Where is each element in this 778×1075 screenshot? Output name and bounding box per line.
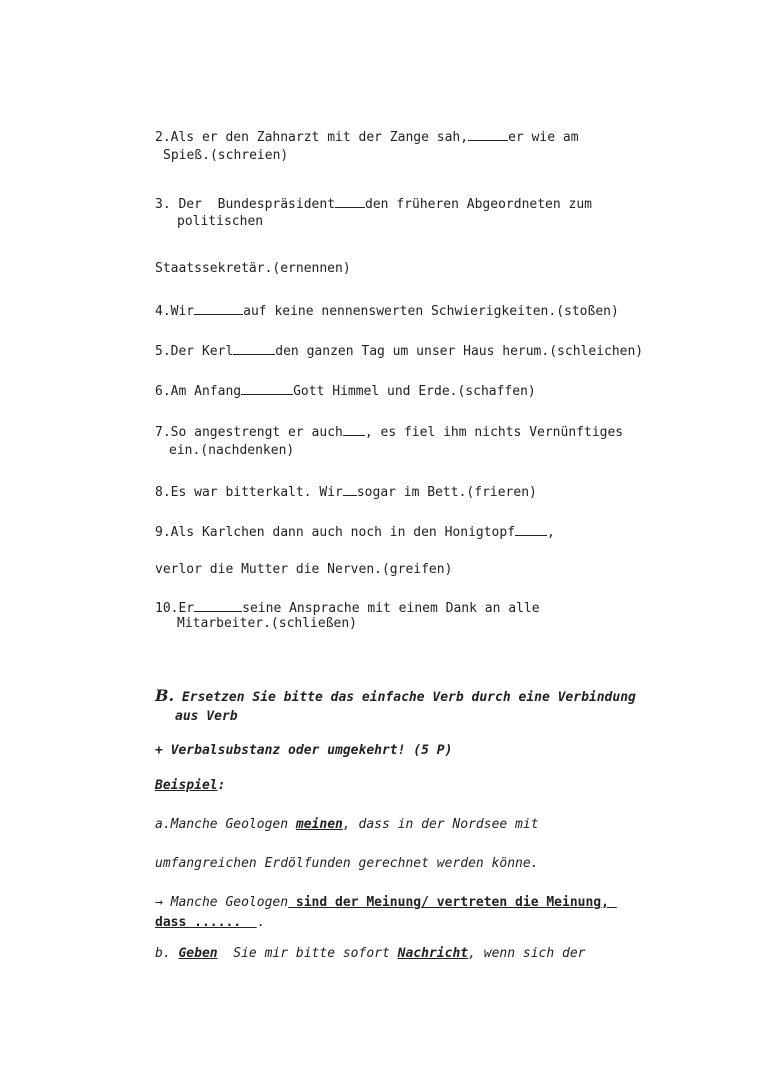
item-7-line-2: ein.(nachdenken) bbox=[169, 443, 295, 458]
example-b-verb: Geben bbox=[178, 946, 218, 961]
instruction-line-3: + Verbalsubstanz oder umgekehrt! (5 P) bbox=[155, 743, 453, 758]
item-9-line-1 bbox=[155, 522, 555, 541]
answer-blank[interactable] bbox=[343, 482, 357, 496]
item-number: 9. bbox=[155, 525, 171, 540]
item-text: Am Anfang bbox=[170, 384, 242, 399]
item-number: 4. bbox=[155, 304, 171, 319]
item-text: Der Bundespräsident bbox=[178, 197, 336, 212]
example-colon: : bbox=[217, 778, 226, 793]
answer-blank[interactable] bbox=[343, 422, 365, 436]
example-a-line-1 bbox=[155, 816, 539, 833]
example-a-line-2: umfangreichen Erdölfunden gerechnet werden könne. bbox=[155, 856, 539, 871]
item-8-line bbox=[155, 482, 537, 501]
answer-phrase: sind der Meinung/ vertreten die Meinung, bbox=[288, 895, 617, 910]
answer-blank[interactable] bbox=[194, 598, 242, 612]
item-text: sogar im Bett.(frieren) bbox=[356, 485, 537, 500]
example-answer-line-2 bbox=[155, 914, 265, 931]
item-text: Als Karlchen dann auch noch in den Honigtopf bbox=[170, 525, 516, 540]
example-b-text: Sie mir bitte sofort bbox=[233, 946, 390, 961]
item-3-line-2: politischen bbox=[177, 214, 264, 229]
section-letter: B. bbox=[155, 686, 175, 705]
answer-blank[interactable] bbox=[194, 301, 243, 315]
item-7-line-1 bbox=[155, 422, 623, 441]
example-b-label: b. bbox=[155, 946, 171, 961]
item-number: 10. bbox=[155, 601, 179, 616]
example-b-line-1 bbox=[155, 945, 586, 962]
item-text: seine Ansprache mit einem Dank an alle bbox=[242, 601, 540, 616]
example-a-text: Manche Geologen bbox=[170, 817, 289, 832]
item-text: So angestrengt er auch bbox=[170, 425, 343, 440]
answer-end: . bbox=[256, 915, 265, 930]
item-text: auf keine nennenswerten Schwierigkeiten.(stoßen) bbox=[243, 304, 619, 319]
item-text: Der Kerl bbox=[170, 344, 234, 359]
exercise-b-heading bbox=[155, 687, 636, 706]
instruction-line-2: aus Verb bbox=[175, 709, 238, 724]
example-a-verb: meinen bbox=[295, 817, 343, 832]
item-number: 2. bbox=[155, 130, 171, 145]
item-10-line-2: Mitarbeiter.(schließen) bbox=[177, 616, 358, 631]
example-a-label: a. bbox=[155, 817, 171, 832]
answer-blank[interactable] bbox=[515, 522, 547, 536]
arrow-icon: → bbox=[155, 895, 163, 910]
item-3-line-3: Staatssekretär.(ernennen) bbox=[155, 261, 351, 276]
item-text: , bbox=[547, 525, 555, 540]
item-number: 6. bbox=[155, 384, 171, 399]
item-3-line-1 bbox=[155, 194, 592, 213]
item-number: 7. bbox=[155, 425, 171, 440]
instruction-text: Ersetzen Sie bitte das einfache Verb durch eine Verbindung bbox=[181, 690, 636, 705]
item-6-line bbox=[155, 381, 536, 400]
item-text: Als er den Zahnarzt mit der Zange sah, bbox=[170, 130, 469, 145]
answer-text: Manche Geologen bbox=[170, 895, 289, 910]
item-number: 8. bbox=[155, 485, 171, 500]
item-text: Wir bbox=[170, 304, 195, 319]
item-text: er wie am bbox=[508, 130, 579, 145]
item-9-line-2: verlor die Mutter die Nerven.(greifen) bbox=[155, 562, 453, 577]
answer-blank[interactable] bbox=[468, 127, 508, 141]
item-text: Es war bitterkalt. Wir bbox=[170, 485, 343, 500]
example-b-text: , wenn sich der bbox=[468, 946, 586, 961]
example-heading bbox=[155, 777, 225, 794]
item-text: , es fiel ihm nichts Vernünftiges bbox=[364, 425, 624, 440]
item-number: 5. bbox=[155, 344, 171, 359]
item-4-line bbox=[155, 301, 619, 320]
item-number: 3. bbox=[155, 197, 171, 212]
item-text: den ganzen Tag um unser Haus herum.(schleichen) bbox=[275, 344, 644, 359]
answer-blank[interactable] bbox=[335, 194, 365, 208]
example-answer-line-1 bbox=[155, 894, 617, 911]
item-2-line-2: Spieß.(schreien) bbox=[163, 148, 289, 163]
example-b-noun: Nachricht bbox=[397, 946, 469, 961]
item-text: den früheren Abgeordneten zum bbox=[365, 197, 593, 212]
item-text: Er bbox=[178, 601, 195, 616]
item-text: Gott Himmel und Erde.(schaffen) bbox=[293, 384, 536, 399]
example-a-text: , dass in der Nordsee mit bbox=[342, 817, 539, 832]
item-5-line bbox=[155, 341, 643, 360]
example-label: Beispiel bbox=[155, 778, 218, 793]
answer-phrase: dass ...... bbox=[155, 915, 242, 930]
item-2-line-1 bbox=[155, 127, 579, 146]
answer-blank[interactable] bbox=[233, 341, 275, 355]
answer-blank[interactable] bbox=[241, 381, 293, 395]
